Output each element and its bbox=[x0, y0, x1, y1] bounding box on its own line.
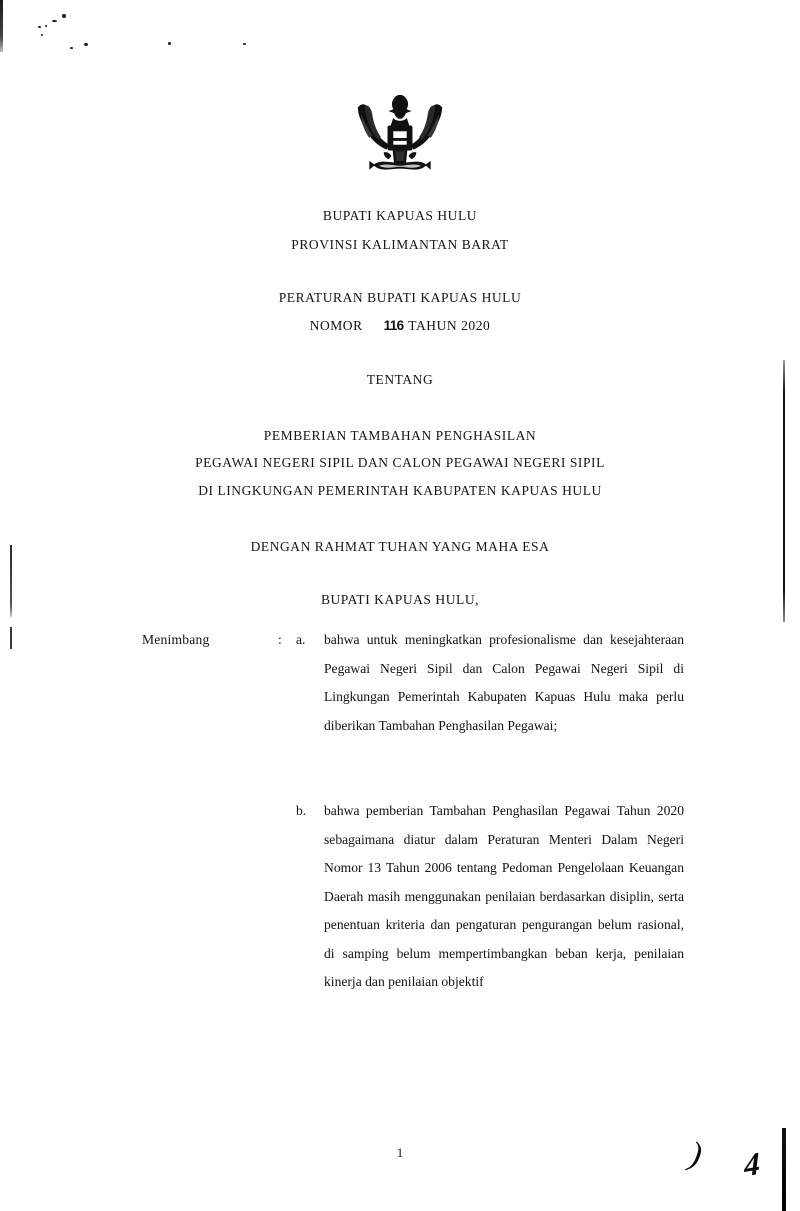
scan-edge-artifact-left-lower bbox=[10, 627, 12, 649]
regulation-number-value: 116 bbox=[383, 318, 404, 333]
handwritten-pen-mark-2: 4 bbox=[743, 1144, 761, 1184]
considerans-label: Menimbang bbox=[142, 632, 210, 647]
subject-line-3: DI LINGKUNGAN PEMERINTAH KABUPATEN KAPUAS HULU bbox=[198, 483, 602, 498]
considerans-letter-b: b. bbox=[296, 803, 307, 818]
considerans-text-a: bahwa untuk meningkatkan profesionalisme dan kesejahteraan Pegawai Negeri Sipil dan Calon Pegawai Negeri Sipil di Lingkungan Pemerintah Kabupaten Kapuas Hulu maka perlu diberikan Tambahan Penghasilan Pegawai; bbox=[324, 632, 684, 733]
institution-line-1: BUPATI KAPUAS HULU bbox=[322, 208, 478, 223]
considerans-item-b bbox=[142, 797, 684, 997]
considerans-letter-a: a. bbox=[296, 632, 306, 647]
considerans-text-b: bahwa pemberian Tambahan Penghasilan Pegawai Tahun 2020 sebagaimana diatur dalam Peraturan Menteri Dalam Negeri Nomor 13 Tahun 2006 tentang Pedoman Pengelolaan Keuangan Daerah masih menggunakan penilaian berdasarkan disiplin, serta penentuan kriteria dan pengaturan pengurangan belum rasional, di samping belum mempertimbangkan beban kerja, penilaian kinerja dan penilaian objektif bbox=[324, 803, 684, 989]
scan-speck bbox=[70, 47, 73, 49]
institution-line-2: PROVINSI KALIMANTAN BARAT bbox=[291, 237, 509, 252]
considerans-item-a bbox=[142, 626, 684, 740]
about-label: TENTANG bbox=[366, 372, 434, 387]
subject-line-2: PEGAWAI NEGERI SIPIL DAN CALON PEGAWAI NEGERI SIPIL bbox=[195, 455, 605, 470]
subject-line-1: PEMBERIAN TAMBAHAN PENGHASILAN bbox=[263, 428, 537, 443]
scan-speck bbox=[62, 14, 66, 18]
scan-speck bbox=[168, 42, 171, 45]
invocation-line: DENGAN RAHMAT TUHAN YANG MAHA ESA bbox=[250, 539, 550, 554]
authority-line: BUPATI KAPUAS HULU, bbox=[320, 592, 480, 607]
garuda-emblem-container bbox=[0, 92, 800, 184]
scan-speck bbox=[84, 43, 88, 46]
scan-speck bbox=[243, 43, 246, 45]
garuda-pancasila-icon bbox=[352, 92, 448, 184]
number-prefix-label: NOMOR bbox=[309, 318, 363, 333]
scan-speck bbox=[52, 20, 57, 22]
scan-edge-artifact-left-top bbox=[0, 0, 3, 52]
number-suffix-label: TAHUN 2020 bbox=[408, 318, 491, 333]
regulation-title: PERATURAN BUPATI KAPUAS HULU bbox=[278, 290, 522, 305]
scan-speck bbox=[38, 26, 41, 28]
scan-speck bbox=[41, 34, 43, 36]
scan-speck bbox=[45, 25, 47, 27]
handwritten-pen-mark-1: ) bbox=[686, 1135, 706, 1174]
regulation-number-line bbox=[0, 318, 800, 334]
page-number: 1 bbox=[396, 1145, 404, 1160]
considerans-colon: : bbox=[278, 632, 282, 647]
scan-edge-artifact-right-bottom bbox=[782, 1128, 786, 1211]
